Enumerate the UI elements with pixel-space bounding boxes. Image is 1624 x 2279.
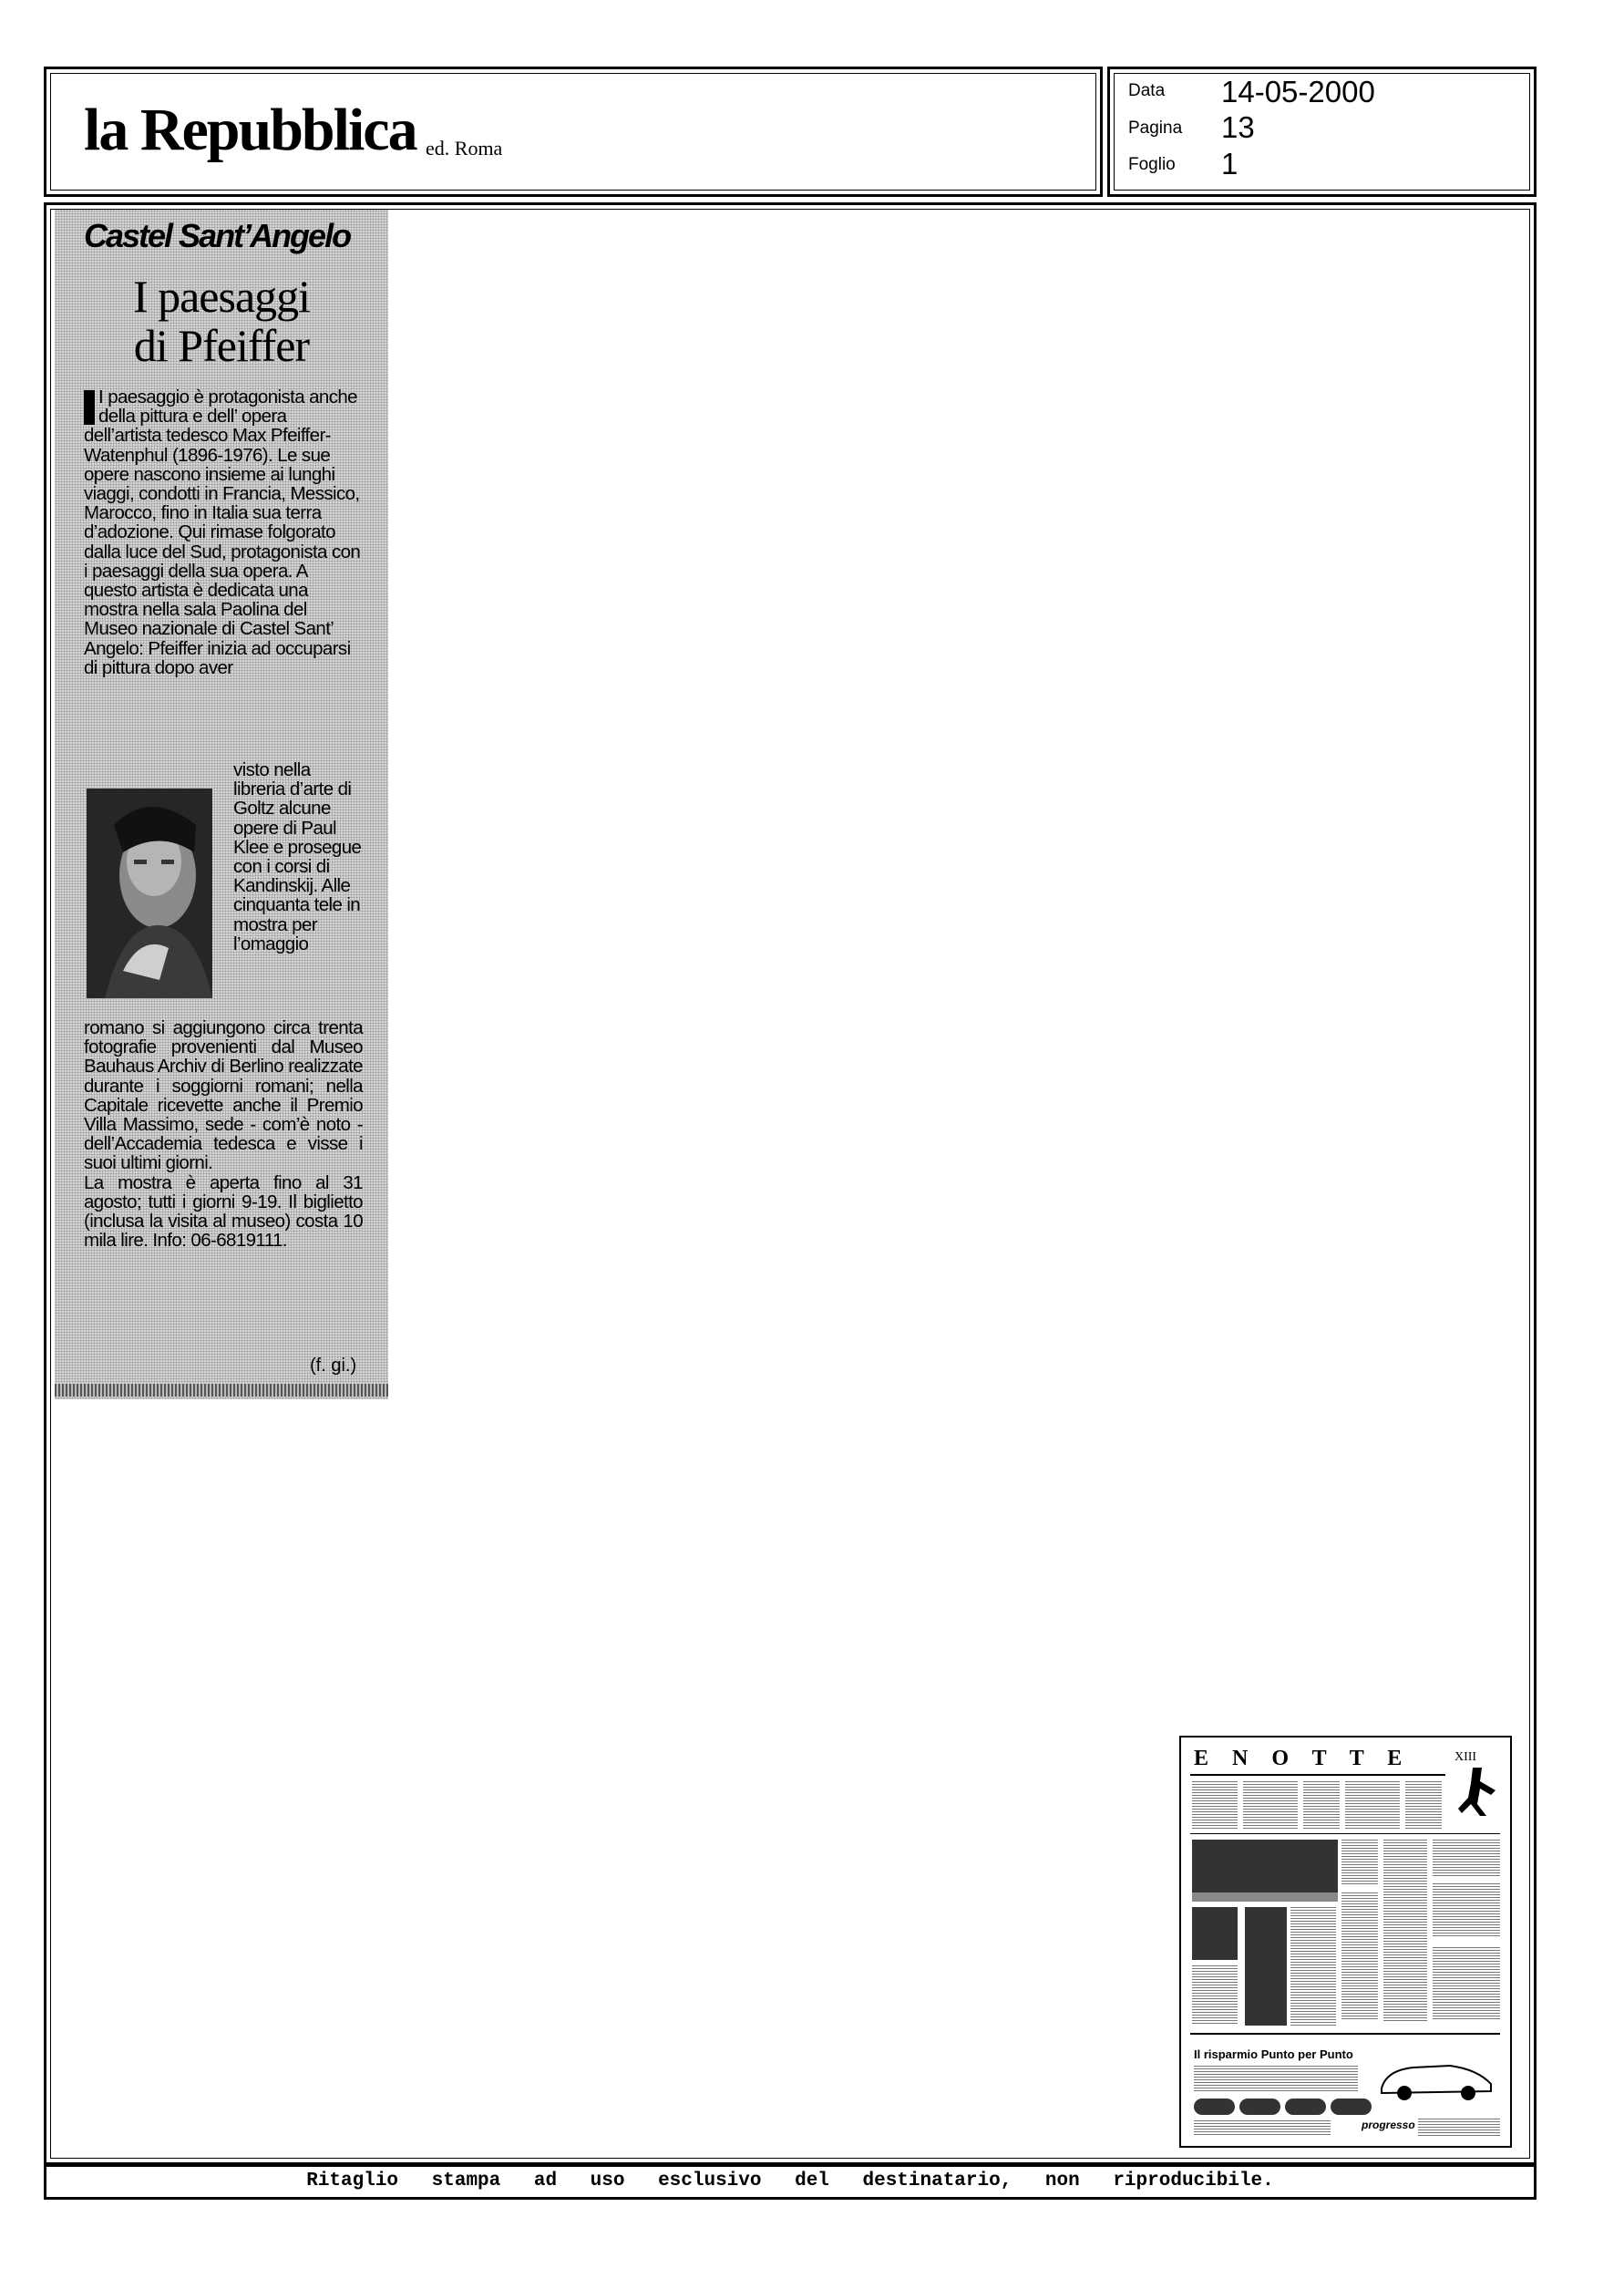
article-headline-line1: I paesaggi: [132, 271, 311, 322]
clipping-cut-line: [49, 1410, 396, 1413]
sheet-label: Foglio: [1128, 155, 1176, 174]
car-illustration: [1377, 2057, 1496, 2102]
article-headline-line2: di Pfeiffer: [133, 320, 310, 371]
article-body-top: [84, 387, 363, 677]
thumbnail-page-number: XIII: [1454, 1750, 1477, 1764]
footer-disclaimer: Ritaglio stampa ad uso esclusivo del destinatario, non riproducibile.: [44, 2165, 1537, 2200]
article-paragraph-3: La mostra è aperta fino al 31 agosto; tutti i giorni 9-19. Il biglietto (inclusa la visita al museo) costa 10 mila lire. Info: 06-6819111.: [84, 1171, 363, 1252]
sheet-value: 1: [1221, 147, 1239, 180]
article-wrap-column: visto nella libreria d’arte di Goltz alcune opere di Paul Klee e prosegue con i corsi di Kandinskij. Alle cinquanta tele in mostra per l’omaggio: [233, 759, 362, 954]
thumbnail-ad-title: Il risparmio Punto per Punto: [1194, 2047, 1353, 2061]
newspaper-masthead: la Repubblica: [84, 97, 416, 163]
date-value: 14-05-2000: [1221, 75, 1375, 108]
edition-label: ed. Roma: [426, 137, 503, 160]
article-paragraph-1: I paesaggio è protagonista anche della pittura e dell’ opera dell’artista tedesco Max Pfeiffer-Watenphul (1896-1976). Le sue opere nascono insieme ai lunghi viaggi, condotti in Francia, Messico, Marocco, fino in Italia sua terra d’adozione. Qui rimase folgorato dalla luce del Sud, protagonista con i paesaggi della sua opera. A questo artista è dedicata una mostra nella sala Paolina del Museo nazionale di Castel Sant’ Angelo: Pfeiffer inizia ad occuparsi di pittura dopo aver: [84, 387, 361, 678]
page-value: 13: [1221, 110, 1255, 144]
page-thumbnail: [1179, 1736, 1512, 2148]
article-body-bottom: [84, 1018, 363, 1250]
article-signature: (f. gi.): [310, 1356, 357, 1376]
drop-cap: [84, 390, 95, 425]
page-label: Pagina: [1128, 119, 1183, 138]
clipping-bottom-rule: [55, 1384, 388, 1397]
article-kicker: Castel Sant’Angelo: [84, 217, 351, 254]
artist-portrait-photo: [87, 789, 212, 998]
thumbnail-ad-brand: progresso: [1362, 2119, 1415, 2131]
date-label: Data: [1128, 81, 1166, 100]
thumbnail-section-title: E N O T T E: [1194, 1747, 1412, 1770]
article-paragraph-2: romano si aggiungono circa trenta fotografie provenienti dal Museo Bauhaus Archiv di Berlino realizzate durante i soggiorni romani; nella Capitale ricevette anche il Premio Villa Massimo, sede - com’è noto - dell’Accademia tedesca e visse i suoi ultimi giorni.: [84, 1017, 363, 1174]
dancer-icon: [1454, 1763, 1500, 1818]
